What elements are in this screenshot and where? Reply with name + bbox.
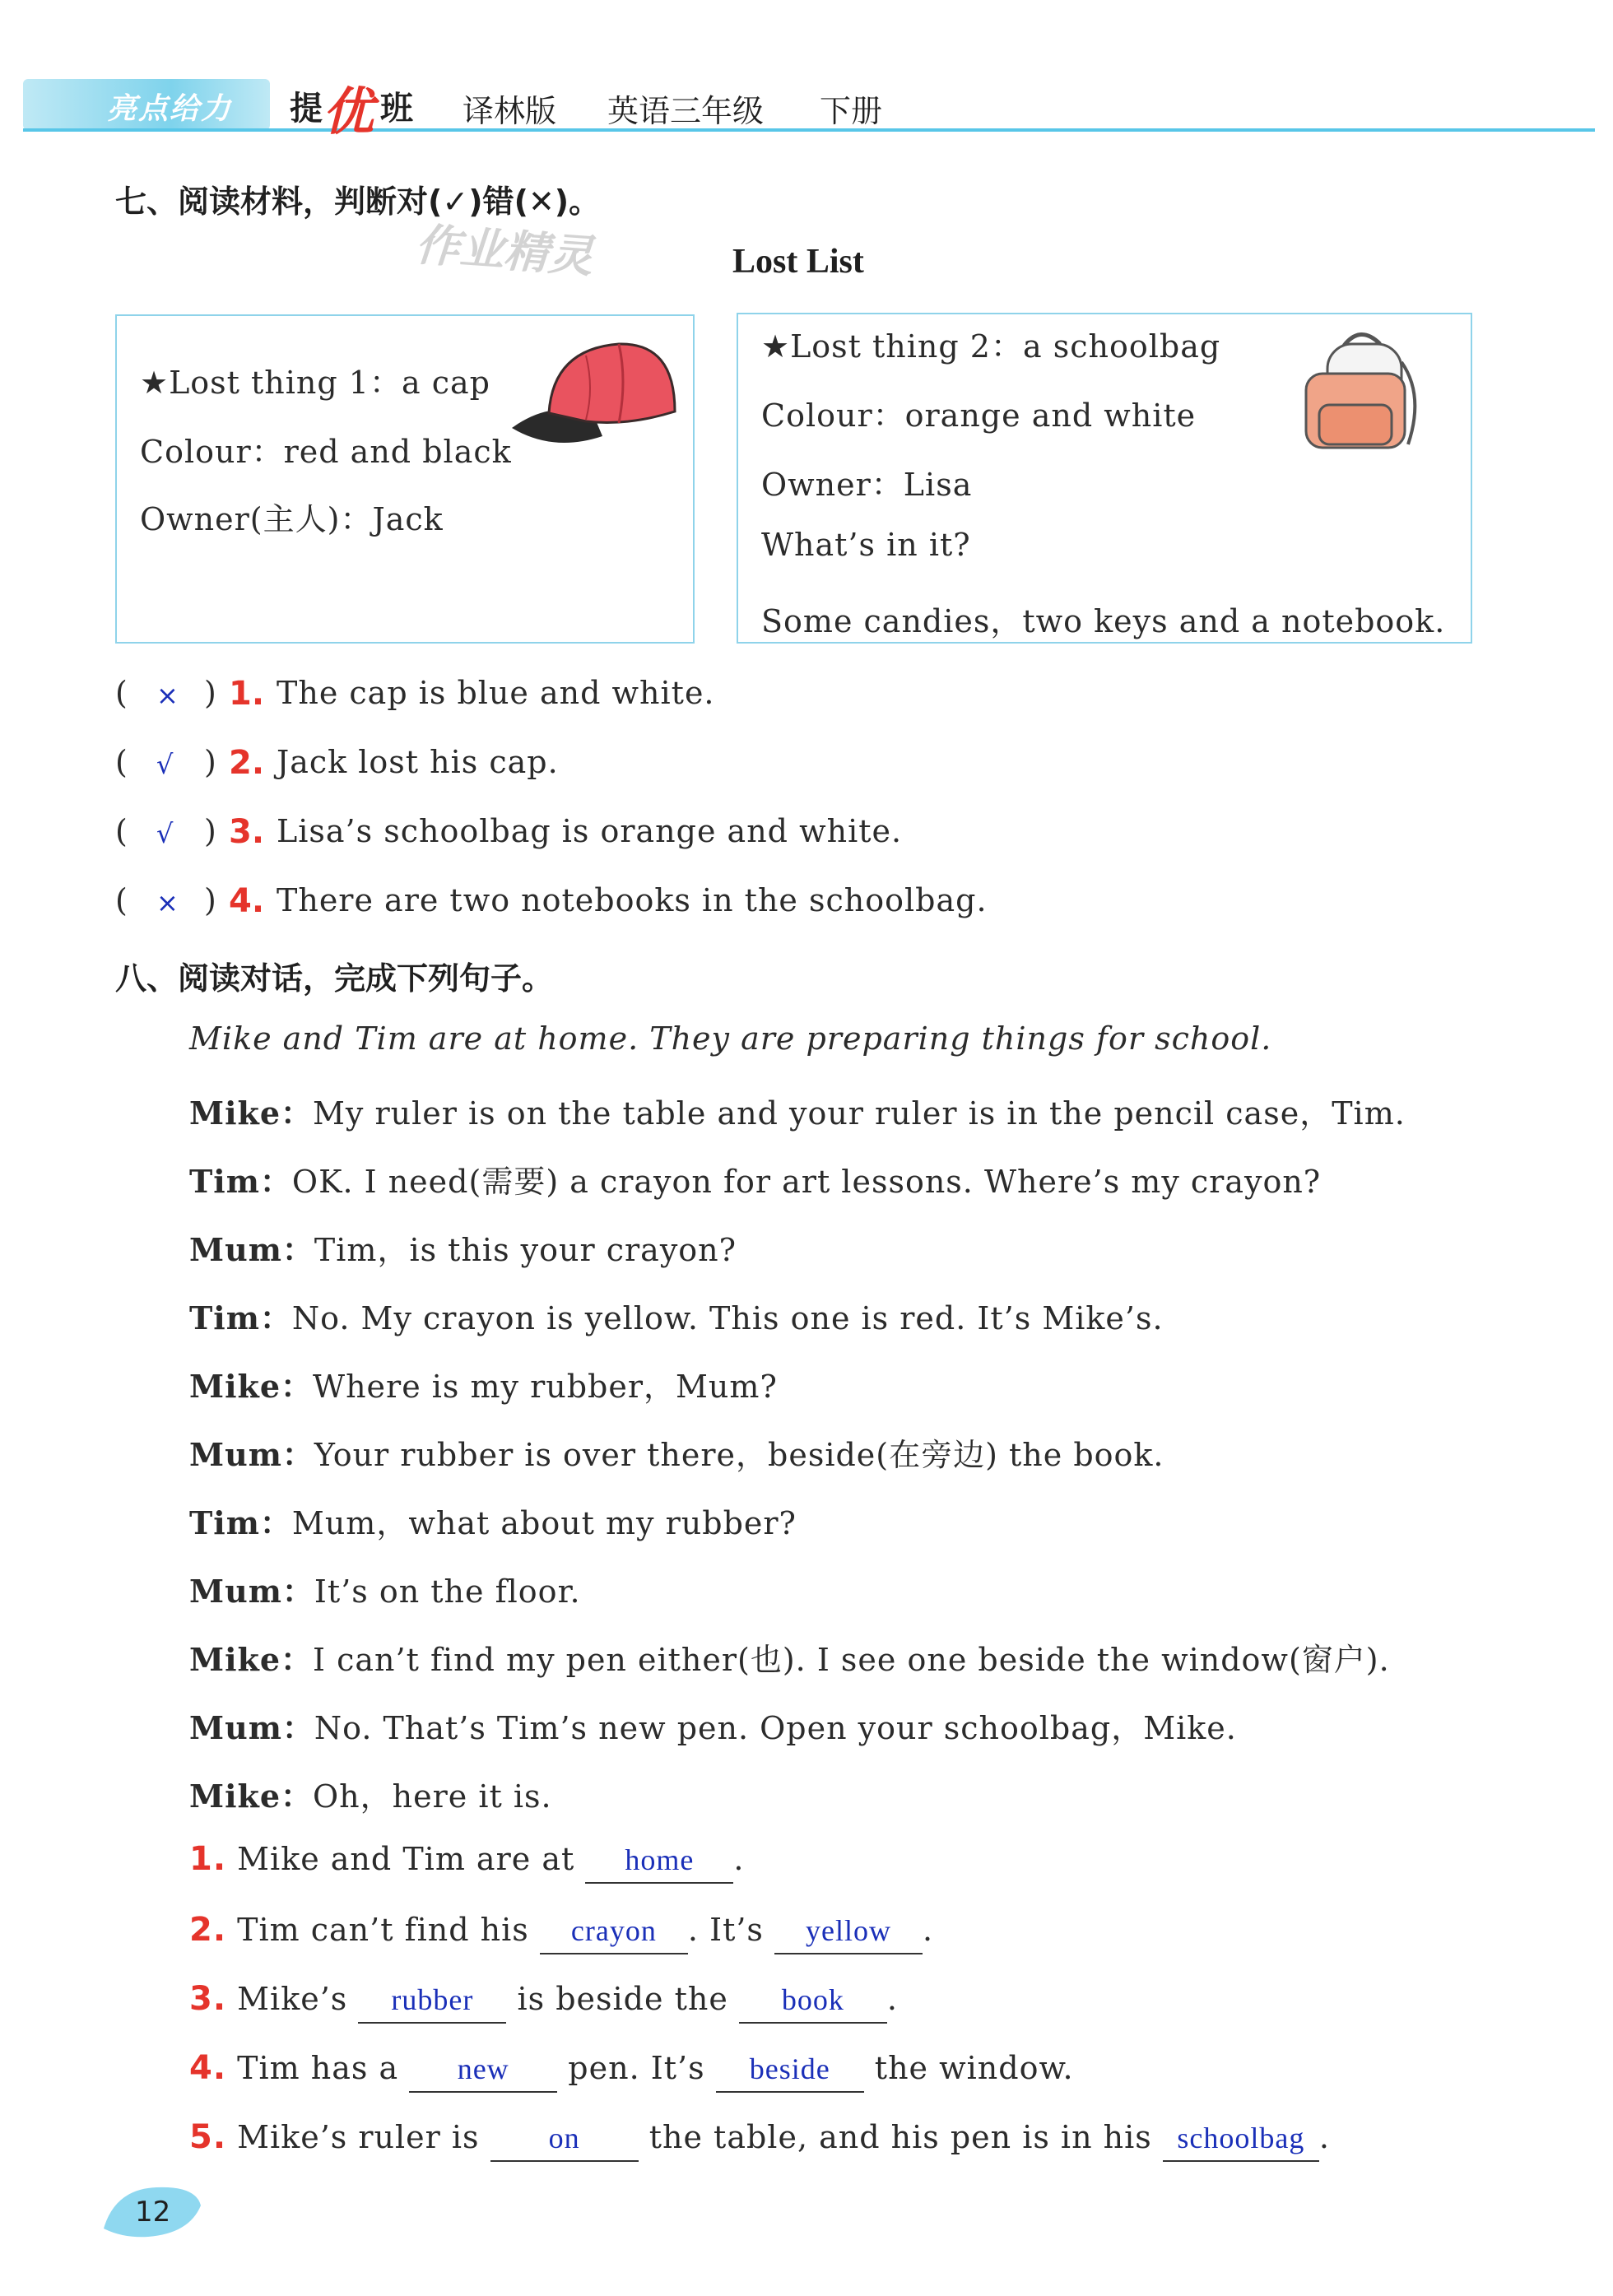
fill-question-row [189, 2118, 1330, 2162]
dialogue-text: No. My crayon is yellow. This one is red. It’s Mike’s. [291, 1300, 1164, 1336]
card2-line4: What’s in it? [761, 527, 971, 563]
judge-answer-mark: √ [156, 818, 174, 849]
question-text: the table, and his pen is in his [648, 2119, 1152, 2155]
speaker-name: Mike： [189, 1095, 314, 1132]
card1-line2: Colour：red and black [140, 434, 512, 470]
speaker-name: Mum： [189, 1709, 314, 1746]
question-number: 2. [189, 1911, 227, 1949]
dialogue-text: Where is my rubber，Mum? [313, 1369, 778, 1405]
question-text: Mike’s ruler is [237, 2119, 480, 2155]
answer-blank: on [490, 2121, 639, 2162]
dialogue-line [189, 1703, 1237, 1748]
question-text: . It’s [687, 1912, 764, 1948]
dialogue-line [189, 1771, 552, 1816]
speaker-name: Mike： [189, 1778, 314, 1815]
dialogue-line [189, 1498, 797, 1543]
judge-answer-mark: √ [156, 749, 174, 780]
judge-question-row: ( × ) 1. The cap is blue and white. [115, 675, 715, 713]
question-text: Lisa’s schoolbag is orange and white. [277, 813, 903, 849]
judge-answer-mark: × [156, 887, 179, 918]
question-text: the window. [874, 2050, 1074, 2086]
header-edition: 译林版 [463, 93, 557, 129]
speaker-name: Tim： [189, 1163, 292, 1200]
fill-question-row [189, 1980, 898, 2024]
header-title-part2: 优 [323, 81, 374, 142]
card2-line3: Owner：Lisa [761, 467, 973, 503]
answer-blank: new [409, 2052, 557, 2093]
question-text: pen. It’s [568, 2050, 705, 2086]
dialogue-line [189, 1429, 1164, 1475]
question-text: . [733, 1841, 745, 1877]
answer-blank: yellow [774, 1913, 923, 1954]
card2-line1: ★Lost thing 2：a schoolbag [761, 328, 1221, 365]
dialogue-text: It’s on the floor. [314, 1573, 581, 1610]
question-text: Tim can’t find his [237, 1912, 529, 1948]
section8-title: 八、阅读对话，完成下列句子。 [115, 960, 554, 997]
card1-line1: ★Lost thing 1：a cap [140, 365, 490, 401]
dialogue-line [189, 1088, 1406, 1133]
speaker-name: Mum： [189, 1231, 314, 1268]
dialogue-text: Tim，is this your crayon? [314, 1232, 737, 1268]
question-number: 1. [229, 675, 265, 713]
question-number: 3. [229, 813, 265, 851]
question-text: . [1318, 2119, 1330, 2155]
dialogue-intro: Mike and Tim are at home. They are preparing things for school. [189, 1020, 1272, 1057]
question-text: Mike’s [237, 1981, 348, 2017]
dialogue-text: OK. I need(需要) a crayon for art lessons. Where’s my crayon? [291, 1164, 1322, 1200]
dialogue-text: My ruler is on the table and your ruler is in the pencil case，Tim. [313, 1095, 1406, 1132]
header-title-part1: 提 [290, 90, 323, 128]
answer-blank: book [739, 1982, 887, 2024]
dialogue-line [189, 1361, 778, 1406]
question-number: 1. [189, 1840, 227, 1878]
lost-item-card-2 [737, 313, 1472, 644]
question-text: Jack lost his cap. [277, 744, 559, 780]
speaker-name: Tim： [189, 1504, 292, 1541]
speaker-name: Tim： [189, 1299, 292, 1336]
question-number: 2. [229, 744, 265, 782]
cap-illustration [504, 331, 685, 454]
question-text: There are two notebooks in the schoolbag. [277, 882, 988, 918]
fill-question-row [189, 1911, 933, 1954]
dialogue-text: I can’t find my pen either(也). I see one beside the window(窗户). [313, 1642, 1390, 1678]
speaker-name: Mum： [189, 1436, 314, 1473]
card1-line3: Owner(主人)：Jack [140, 501, 444, 537]
judge-questions [115, 675, 1514, 955]
dialogue-line [189, 1225, 737, 1270]
header-subject: 英语三年级 [607, 93, 765, 129]
judge-answer-mark: × [156, 680, 179, 711]
lost-list-title: Lost List [732, 243, 864, 281]
schoolbag-illustration [1295, 321, 1434, 461]
lost-item-card-1 [115, 314, 695, 644]
dialogue-text: Mum，what about my rubber? [291, 1505, 797, 1541]
dialogue-text: No. That’s Tim’s new pen. Open your schoolbag，Mike. [314, 1710, 1237, 1746]
dialogue-line [189, 1566, 581, 1611]
question-text: Mike and Tim are at [237, 1841, 575, 1877]
card2-line2: Colour：orange and white [761, 397, 1197, 434]
question-number: 5. [189, 2118, 227, 2156]
header-volume: 下册 [820, 93, 883, 129]
question-number: 4. [189, 2049, 227, 2087]
speaker-name: Mike： [189, 1641, 314, 1678]
fill-question-row [189, 2049, 1074, 2093]
speaker-name: Mum： [189, 1573, 314, 1610]
question-text: . [886, 1981, 898, 2017]
question-number: 3. [189, 1980, 227, 2018]
header-rule [23, 128, 1595, 132]
question-text: . [923, 1912, 934, 1948]
dialogue-line [189, 1634, 1390, 1680]
dialogue-text: Your rubber is over there，beside(在旁边) the book. [314, 1437, 1164, 1473]
answer-blank: home [585, 1843, 733, 1884]
judge-question-row: ( √ ) 3. Lisa’s schoolbag is orange and white. [115, 813, 903, 851]
question-number: 4. [229, 882, 265, 920]
question-text: Tim has a [237, 2050, 399, 2086]
answer-blank: schoolbag [1163, 2121, 1319, 2162]
question-text: is beside the [517, 1981, 728, 2017]
answer-blank: crayon [540, 1913, 688, 1954]
question-text: The cap is blue and white. [277, 675, 715, 711]
dialogue-line [189, 1156, 1321, 1201]
header-brand: 亮点给力 [107, 92, 233, 126]
answer-blank: beside [716, 2052, 864, 2093]
dialogue-line [189, 1293, 1164, 1338]
judge-question-row: ( × ) 4. There are two notebooks in the schoolbag. [115, 882, 988, 920]
page-number: 12 [135, 2196, 171, 2229]
judge-question-row: ( √ ) 2. Jack lost his cap. [115, 744, 559, 782]
card2-line5: Some candies，two keys and a notebook. [761, 603, 1446, 639]
answer-blank: rubber [358, 1982, 506, 2024]
watermark: 作业精灵 [413, 218, 595, 283]
fill-question-row [189, 1840, 744, 1884]
section7-title: 七、阅读材料，判断对(✓)错(✕)。 [115, 184, 601, 220]
header-title-part3: 班 [380, 90, 413, 128]
speaker-name: Mike： [189, 1368, 314, 1405]
dialogue-text: Oh，here it is. [313, 1778, 552, 1815]
